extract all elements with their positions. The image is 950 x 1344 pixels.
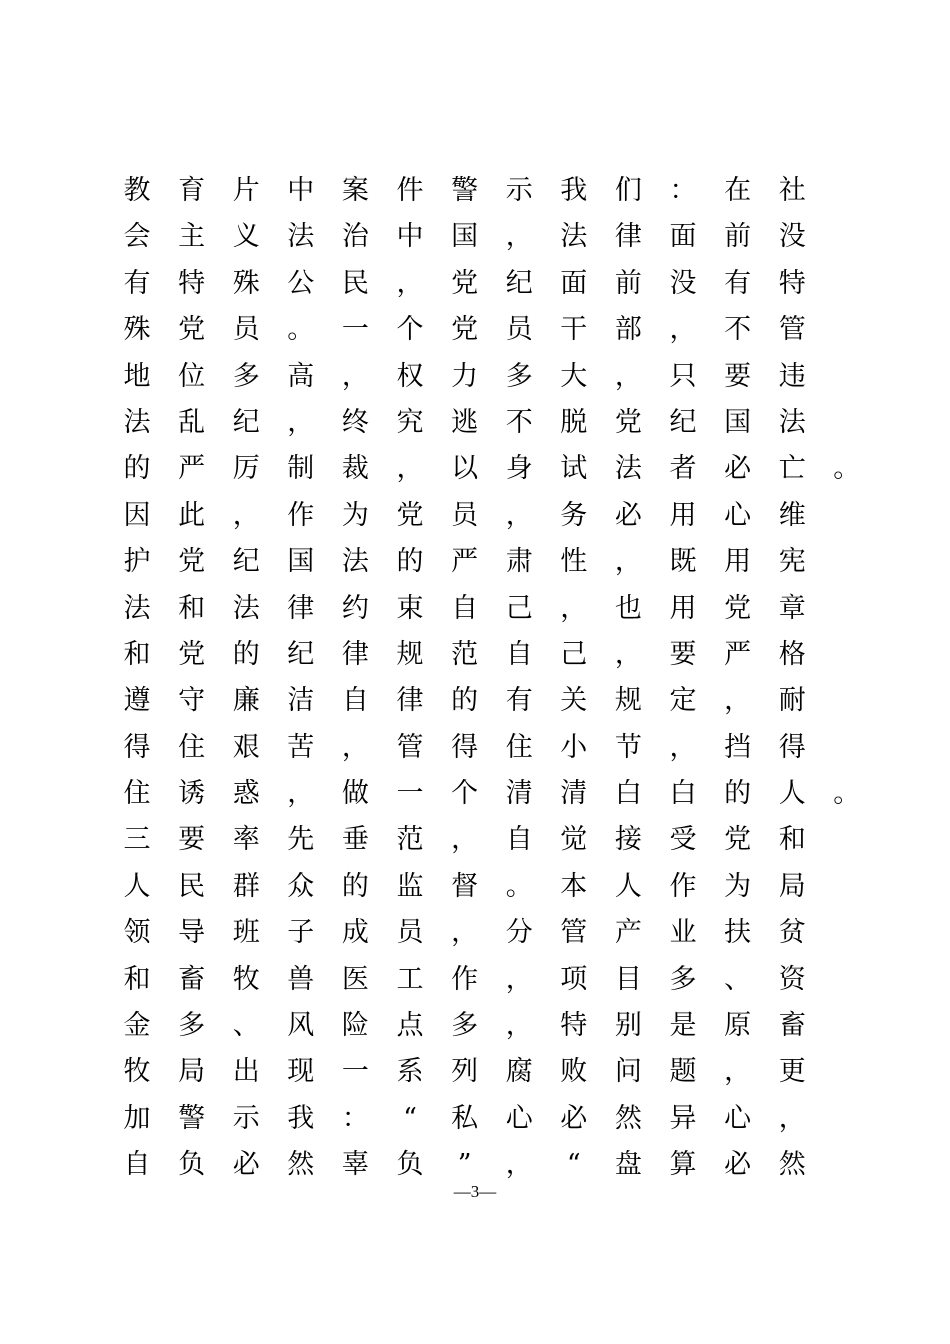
text-line: 因 此 ， 作 为 党 员 ， 务 必 用 心 维 <box>123 499 806 531</box>
text-line: 法 和 法 律 约 束 自 己 ， 也 用 党 章 <box>123 592 806 624</box>
text-line: 护 党 纪 国 法 的 严 肃 性 ， 既 用 宪 <box>123 546 806 578</box>
text-line: 法 乱 纪 ， 终 究 逃 不 脱 党 纪 国 法 <box>123 406 806 438</box>
text-line: 和 畜 牧 兽 医 工 作 ， 项 目 多 、 资 <box>123 963 806 995</box>
text-line: 三 要 率 先 垂 范 ， 自 觉 接 受 党 和 <box>123 824 806 856</box>
text-line: 和 党 的 纪 律 规 范 自 己 ， 要 严 格 <box>123 638 806 670</box>
text-line: 殊 党 员 。 一 个 党 员 干 部 ， 不 管 <box>123 314 806 346</box>
body-text <box>110 168 861 1189</box>
text-line: 有 特 殊 公 民 ， 党 纪 面 前 没 有 特 <box>123 267 806 299</box>
page-number: —3— <box>453 1182 497 1201</box>
text-line: 教 育 片 中 案 件 警 示 我 们 ： 在 社 <box>123 175 806 206</box>
text-line: 人 民 群 众 的 监 督 。 本 人 作 为 局 <box>123 870 806 902</box>
text-line: 地 位 多 高 ， 权 力 多 大 ， 只 要 违 <box>123 360 806 392</box>
text-line: 遵 守 廉 洁 自 律 的 有 关 规 定 ， 耐 <box>123 685 806 717</box>
text-line: 金 多 、 风 险 点 多 ， 特 别 是 原 畜 <box>123 1010 806 1042</box>
text-line: 牧 局 出 现 一 系 列 腐 败 问 题 ， 更 <box>123 1056 806 1088</box>
text-line: 自 负 必 然 辜 负 ” ， “ 盘 算 必 然 <box>123 1149 806 1181</box>
text-line: 会 主 义 法 治 中 国 ， 法 律 面 前 没 <box>123 221 806 253</box>
text-line: 加 警 示 我 ： “ 私 心 必 然 异 心 ， <box>123 1102 806 1134</box>
text-line: 的 严 厉 制 裁 ， 以 身 试 法 者 必 亡 。 <box>123 453 861 485</box>
text-line: 得 住 艰 苦 ， 管 得 住 小 节 ， 挡 得 <box>123 731 806 763</box>
text-line: 住 诱 惑 ， 做 一 个 清 清 白 白 的 人 。 <box>123 778 861 810</box>
text-line: 领 导 班 子 成 员 ， 分 管 产 业 扶 贫 <box>123 917 806 949</box>
